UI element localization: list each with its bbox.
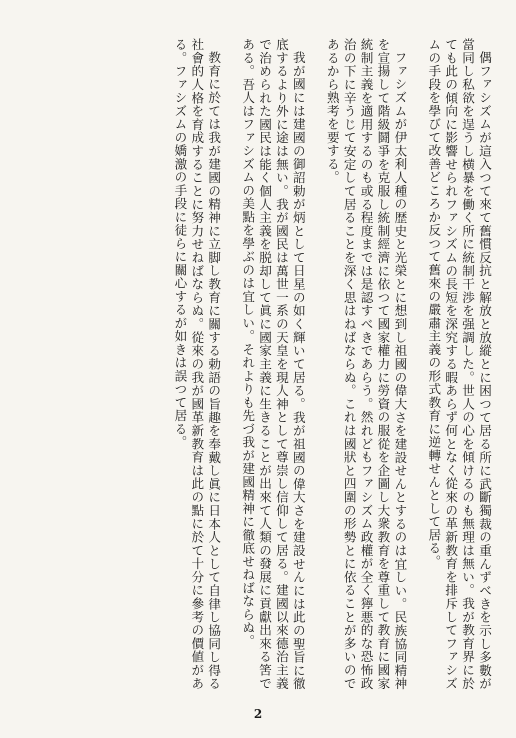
paragraph-1: 偶ファシズムが這入つて來て舊慣反抗と解放と放縱とに困つて居る所に武斷獨裁の重んずべきを示し多數が當同し私欲を逞うし横暴を働く所に統制干渉を强調した。世人の心を傾けるのも無理は無い。我が教育界に於ても此の傾向に影響せられファシズムの長短を深究する暇あらず何となく從來の革新教育を排斥してファシズムの手段を學びて改善どころか反つて舊來の嚴肅主義の形式教育に逆轉せんとして居る。	[426, 38, 492, 690]
page-number: 2	[253, 707, 263, 721]
paragraph-3: 我が國には建國の御詔勅が炳として日星の如く輝いて居る。我が祖國の偉大さを建設せんには此の聖旨に徹底するより外に途は無い。我が國民は萬世一系の天皇を現人神として尊崇し信仰して居る。建國以來德治主義で治められた國民は能く個人主義を脱却して眞に國家主義に生きることが出來て人類の發展に貢獻出來る筈である。吾人はファシズムの美點を學ぶのは宜しい。それよりも先づ我が建國精神に徹底せねばならぬ。	[240, 38, 306, 690]
paragraph-4: 教育に於ては我が建國の精神に立脚し教育に關する勅語の旨趣を奉戴し眞に日本人として自律し協同し得る社會的人格を育成することに努力せねばならぬ。從來の我が國革新教育は此の點に於て十分に參考の價値がある。ファシズムの嬌激の手段に徒らに關心するが如きは誤つて居る。	[172, 38, 222, 690]
paragraph-2: ファシズムが伊太利人種の歴史と光榮とに想到し祖國の偉大さを建設せんとするのは宜しい。民族協同精神を宣揚して階級鬪爭を克服し統制經濟に依つて國家權力に勞資の服從を企圖し大衆教育を尊重して教育に國家統制主義を適用するのも或る程度までは是認すべきであらう。然れどもファシズム政權が全く獰悪的な恐怖政治の下に辛うじて安定して居ることを深く思はねばならぬ。これは國狀と四圍の形勢とに依ることが多いのであるから熟考を要する。	[324, 38, 408, 690]
body-text	[34, 38, 492, 690]
